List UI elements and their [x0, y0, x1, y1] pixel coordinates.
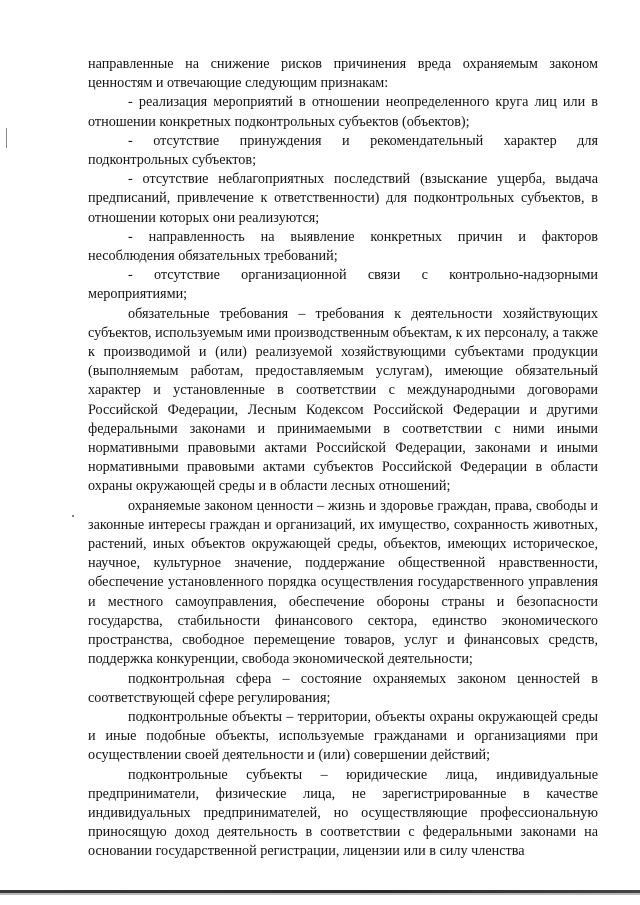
- scan-speck: [72, 515, 74, 517]
- definition-controlled-sphere: подконтрольная сфера – состояние охраняемых законом ценностей в соответствующей сфере регулирования;: [88, 670, 598, 706]
- definition-mandatory-requirements: обязательные требования – требования к деятельности хозяйствующих субъектов, используемым ими производственным объектам, к их персоналу, а также к производимой и (или) реализуемой хозяйствующими субъектами продукции (выполняемым работам, предоставляемым услугам), имеющие обязательный характер и установленные в соответствии с международными договорами Российской Федерации, Лесным Кодексом Российской Федерации и другими федеральными законами и принимаемыми в соответствии с ними иными нормативными правовыми актами Российской Федерации, законами и иными нормативными правовыми актами субъектов Российской Федерации в области охраны окружающей среды и в области лесных отношений;: [88, 305, 598, 495]
- page-bottom-shadow: [0, 893, 640, 895]
- definition-protected-values: охраняемые законом ценности – жизнь и здоровье граждан, права, свободы и законные интересы граждан и организаций, их имущество, сохранность животных, растений, иных объектов окружающей среды, объектов, имеющих историческое, научное, культурное значение, поддержание общественной нравственности, обеспечение установленного порядка осуществления государственного управления и местного самоуправления, обеспечение обороны страны и безопасности государства, стабильности финансового сектора, единство экономического пространства, свободное перемещение товаров, услуг и финансовых средств, поддержка конкуренции, свобода экономической деятельности;: [88, 497, 598, 668]
- paragraph-intro: направленные на снижение рисков причинения вреда охраняемым законом ценностям и отвечающие следующим признакам:: [88, 56, 598, 92]
- list-item-no-coercion: - отсутствие принуждения и рекомендательный характер для подконтрольных субъектов;: [88, 132, 598, 169]
- list-item-no-organizational-link: - отсутствие организационной связи с контрольно-надзорными мероприятиями;: [88, 267, 598, 303]
- list-item-identify-causes: - направленность на выявление конкретных причин и факторов несоблюдения обязательных требований;: [88, 228, 598, 265]
- definition-controlled-objects: подконтрольные объекты – территории, объекты охраны окружающей среды и иные подобные объекты, используемые гражданами и организациями при осуществлении своей деятельности и (или) совершении действий;: [88, 708, 598, 764]
- list-item-implementation: - реализация мероприятий в отношении неопределенного круга лиц или в отношении конкретных подконтрольных субъектов (объектов);: [88, 94, 598, 130]
- document-body: [88, 55, 598, 862]
- list-item-no-adverse-consequences: - отсутствие неблагоприятных последствий (взыскание ущерба, выдача предписаний, привлечение к ответственности) для подконтрольных субъектов, в отношении которых они реализуются;: [88, 171, 598, 226]
- definition-controlled-subjects: подконтрольные субъекты – юридические лица, индивидуальные предприниматели, физические лица, не зарегистрированные в качестве индивидуальных предпринимателей, но осуществляющие профессиональную приносящую доход деятельность в соответствии с федеральными законами на основании государственной регистрации, лицензии или в силу членства: [88, 766, 598, 860]
- scan-margin-mark: [6, 128, 7, 148]
